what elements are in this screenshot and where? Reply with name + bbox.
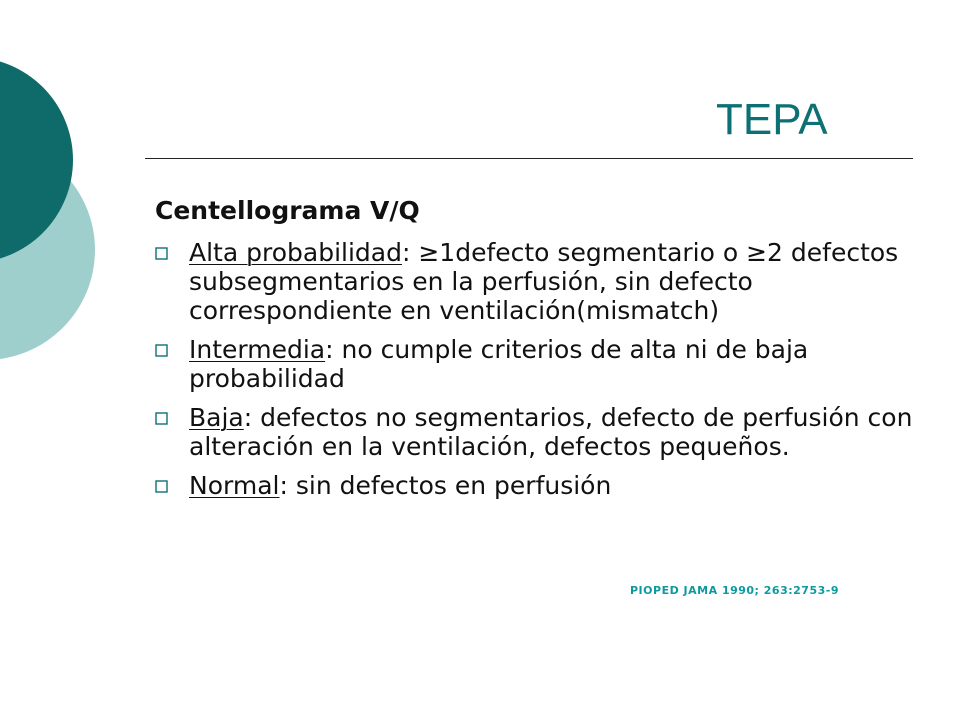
item-text: defectos no segmentarios, defecto de perfusión con alteración en la ventilación, defectos pequeños. [189,403,913,461]
item-text: ≥1defecto segmentario o ≥2 defectos subsegmentarios en la perfusión, sin defecto correspondiente en ventilación(mismatch) [189,238,899,325]
item-term: Normal [189,471,280,500]
list-item [155,238,915,325]
item-separator: : [325,335,334,364]
item-text: sin defectos en perfusión [287,471,612,500]
item-term: Intermedia [189,335,326,364]
bullet-list [155,238,915,510]
item-separator: : [401,238,411,267]
item-text: no cumple criterios de alta ni de baja probabilidad [189,335,809,393]
list-item [155,403,915,461]
item-separator: : [279,471,288,500]
hollow-square-bullet-icon [155,480,168,493]
hollow-square-bullet-icon [155,412,168,425]
item-term: Alta probabilidad [189,238,402,267]
item-separator: : [243,403,253,432]
hollow-square-bullet-icon [155,344,168,357]
decorative-circles [0,0,120,400]
citation: PIOPED JAMA 1990; 263:2753-9 [630,584,839,597]
list-item [155,335,915,393]
hollow-square-bullet-icon [155,247,168,260]
title-divider [145,158,913,159]
list-item [155,471,915,500]
slide-subtitle: Centellograma V/Q [155,196,420,225]
item-term: Baja [189,403,244,432]
slide-title: TEPA [716,95,828,144]
